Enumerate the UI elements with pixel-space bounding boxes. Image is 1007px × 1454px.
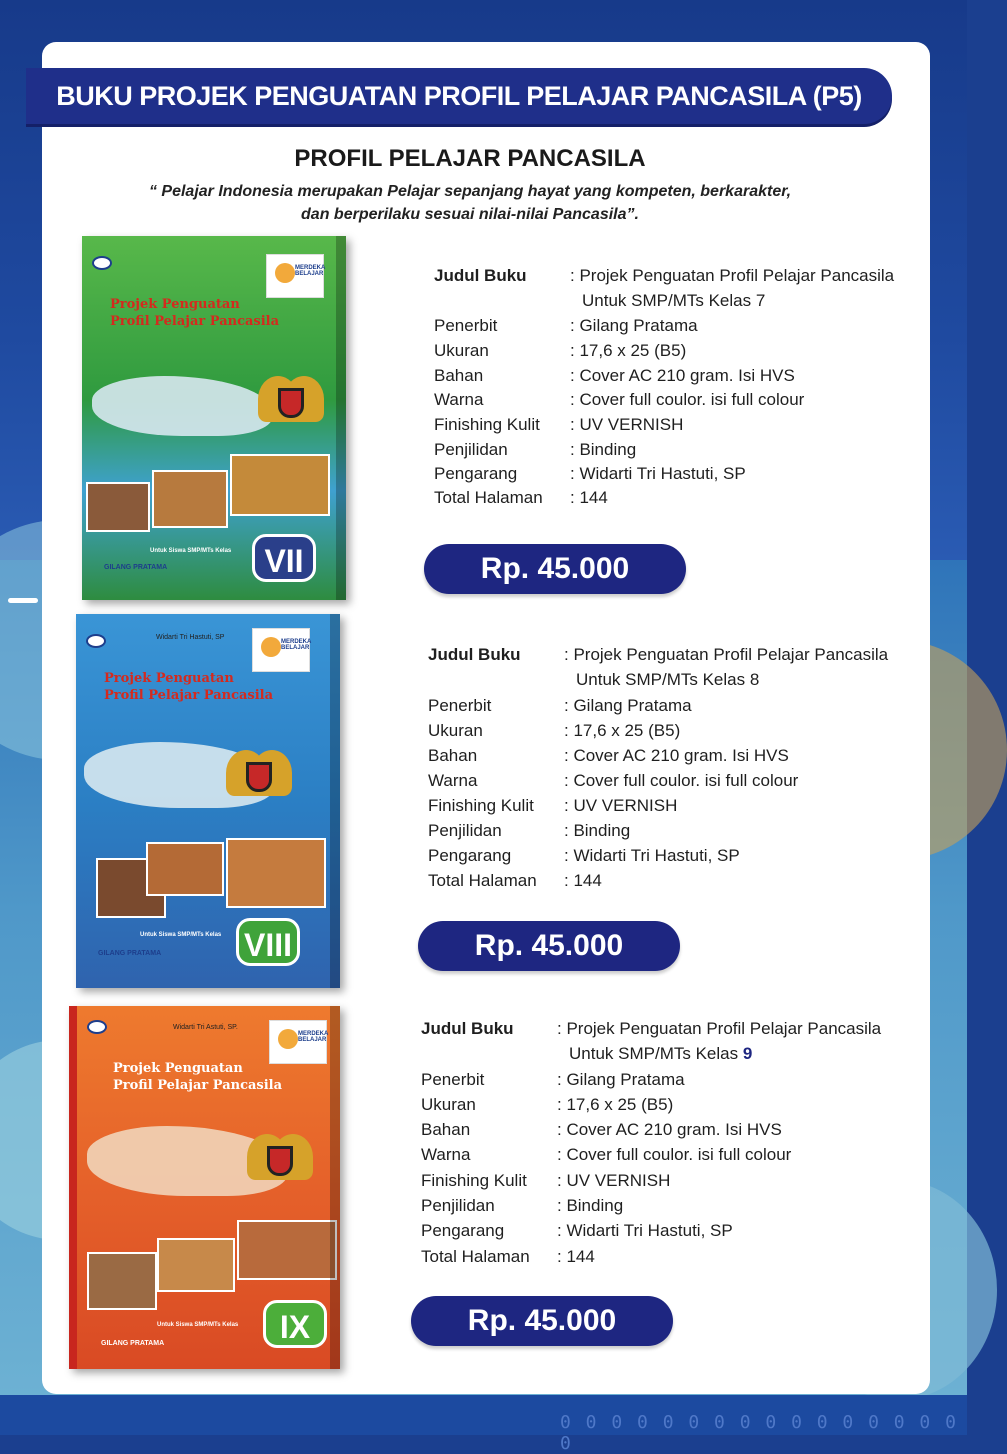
value-bahan: : Cover AC 210 gram. Isi HVS	[570, 366, 795, 385]
value-penerbit: : Gilang Pratama	[570, 316, 698, 335]
cover-publisher: GILANG PRATAMA	[101, 1340, 165, 1347]
label-pengarang: Pengarang	[428, 846, 512, 865]
value-ukuran: : 17,6 x 25 (B5)	[564, 721, 681, 740]
value-total: : 144	[557, 1247, 595, 1266]
label-penerbit: Penerbit	[428, 696, 492, 715]
label-warna: Warna	[428, 771, 478, 790]
header-banner	[26, 68, 892, 124]
label-total: Total Halaman	[434, 488, 543, 507]
sun-icon	[275, 263, 295, 283]
value-total: : 144	[564, 871, 602, 890]
value-ukuran: : 17,6 x 25 (B5)	[557, 1095, 674, 1114]
label-total: Total Halaman	[421, 1247, 530, 1266]
label-penjilidan: Penjilidan	[428, 821, 502, 840]
cover-photo	[157, 1238, 235, 1292]
label-warna: Warna	[421, 1145, 471, 1164]
sun-icon	[278, 1029, 298, 1049]
value-penjilidan: : Binding	[564, 821, 631, 840]
quote-line-1: “ Pelajar Indonesia merupakan Pelajar sepanjang hayat yang kompeten, berkarakter,	[148, 183, 792, 200]
price-tag-kelas-7: Rp. 45.000	[424, 544, 686, 594]
value-judul-line-2-number: 9	[742, 1044, 753, 1063]
book-details-kelas-9	[421, 1019, 901, 1269]
garuda-emblem-icon	[226, 740, 292, 810]
value-judul-line-1: : Projek Penguatan Profil Pelajar Pancasila	[564, 645, 889, 664]
decor-dots: 0 0 0 0 0 0 0 0 0 0 0 0 0 0 0 0 0	[560, 1412, 958, 1454]
merdeka-belajar-text: MERDEKA BELAJAR	[295, 265, 326, 277]
book-cover-kelas-9	[69, 1006, 340, 1369]
indonesia-map	[92, 376, 272, 436]
page-subtitle: PROFIL PELAJAR PANCASILA	[294, 145, 646, 172]
cover-photo	[226, 838, 326, 908]
merdeka-belajar-text: MERDEKA BELAJAR	[298, 1031, 329, 1043]
label-penjilidan: Penjilidan	[421, 1196, 495, 1215]
cover-title-line-2: Profil Pelajar Pancasila	[104, 688, 274, 703]
cover-grade-badge: VII	[252, 534, 316, 582]
label-judul: Judul Buku	[434, 266, 527, 285]
book-cover-kelas-7	[82, 236, 346, 600]
value-penjilidan: : Binding	[557, 1196, 624, 1215]
banner-title: BUKU PROJEK PENGUATAN PROFIL PELAJAR PANCASILA (P5)	[56, 81, 862, 111]
value-finishing: : UV VERNISH	[564, 796, 678, 815]
cover-author: Widarti Tri Astuti, SP.	[173, 1024, 238, 1031]
cover-kelas-text: Untuk Siswa SMP/MTs Kelas	[140, 932, 222, 938]
label-judul: Judul Buku	[421, 1019, 514, 1038]
value-pengarang: : Widarti Tri Hastuti, SP	[564, 846, 740, 865]
value-warna: : Cover full coulor. isi full colour	[564, 771, 799, 790]
cover-grade-badge: IX	[263, 1300, 327, 1348]
label-total: Total Halaman	[428, 871, 537, 890]
cover-author: Widarti Tri Hastuti, SP	[156, 634, 225, 641]
value-pengarang: : Widarti Tri Hastuti, SP	[570, 464, 746, 483]
label-finishing: Finishing Kulit	[421, 1171, 527, 1190]
publisher-logo-icon	[87, 1020, 107, 1034]
label-pengarang: Pengarang	[421, 1221, 505, 1240]
value-total: : 144	[570, 488, 608, 507]
value-penjilidan: : Binding	[570, 440, 637, 459]
cover-title-line-2: Profil Pelajar Pancasila	[113, 1078, 283, 1093]
quote-line-2: dan berperilaku sesuai nilai-nilai Pancasila”.	[301, 206, 639, 223]
book-details-kelas-8	[428, 645, 908, 895]
value-bahan: : Cover AC 210 gram. Isi HVS	[557, 1120, 782, 1139]
cover-photo	[87, 1252, 157, 1310]
label-judul: Judul Buku	[428, 645, 521, 664]
value-warna: : Cover full coulor. isi full colour	[557, 1145, 792, 1164]
cover-kelas-text: Untuk Siswa SMP/MTs Kelas	[150, 548, 232, 554]
cover-photo	[146, 842, 224, 896]
value-finishing: : UV VERNISH	[570, 415, 684, 434]
value-bahan: : Cover AC 210 gram. Isi HVS	[564, 746, 789, 765]
cover-publisher: GILANG PRATAMA	[104, 564, 168, 571]
merdeka-belajar-logo	[269, 1020, 327, 1064]
label-penerbit: Penerbit	[434, 316, 498, 335]
value-judul-line-1: : Projek Penguatan Profil Pelajar Pancasila	[570, 266, 895, 285]
cover-publisher: GILANG PRATAMA	[98, 950, 162, 957]
label-bahan: Bahan	[421, 1120, 471, 1139]
label-finishing: Finishing Kulit	[434, 415, 540, 434]
publisher-logo-icon	[92, 256, 112, 270]
garuda-emblem-icon	[258, 366, 324, 436]
cover-grade-badge: VIII	[236, 918, 300, 966]
book-details-kelas-7	[434, 266, 914, 516]
value-judul-line-2: Untuk SMP/MTs Kelas 8	[576, 670, 760, 689]
value-judul-line-1: : Projek Penguatan Profil Pelajar Pancasila	[557, 1019, 882, 1038]
cover-title	[104, 670, 273, 704]
value-penerbit: : Gilang Pratama	[557, 1070, 685, 1089]
cover-photo	[86, 482, 150, 532]
value-penerbit: : Gilang Pratama	[564, 696, 692, 715]
value-ukuran: : 17,6 x 25 (B5)	[570, 341, 687, 360]
label-ukuran: Ukuran	[434, 341, 489, 360]
merdeka-belajar-text: MERDEKA BELAJAR	[281, 639, 312, 651]
label-bahan: Bahan	[428, 746, 478, 765]
value-judul-line-2-prefix: Untuk SMP/MTs Kelas	[569, 1044, 743, 1063]
cover-title	[113, 1060, 282, 1094]
label-ukuran: Ukuran	[421, 1095, 476, 1114]
garuda-emblem-icon	[247, 1124, 313, 1194]
value-finishing: : UV VERNISH	[557, 1171, 671, 1190]
value-pengarang: : Widarti Tri Hastuti, SP	[557, 1221, 733, 1240]
cover-kelas-text: Untuk Siswa SMP/MTs Kelas	[157, 1322, 239, 1328]
label-warna: Warna	[434, 390, 484, 409]
label-bahan: Bahan	[434, 366, 484, 385]
label-pengarang: Pengarang	[434, 464, 518, 483]
book-cover-kelas-8	[76, 614, 340, 988]
label-penjilidan: Penjilidan	[434, 440, 508, 459]
value-warna: : Cover full coulor. isi full colour	[570, 390, 805, 409]
cover-title-line-2: Profil Pelajar Pancasila	[110, 314, 280, 329]
label-penerbit: Penerbit	[421, 1070, 485, 1089]
price-tag-kelas-9: Rp. 45.000	[411, 1296, 673, 1346]
cover-title-line-1: Projek Penguatan	[113, 1061, 243, 1076]
cover-photo	[230, 454, 330, 516]
cover-title-line-1: Projek Penguatan	[104, 671, 234, 686]
label-finishing: Finishing Kulit	[428, 796, 534, 815]
cover-title	[110, 296, 279, 330]
cover-photo	[237, 1220, 337, 1280]
label-ukuran: Ukuran	[428, 721, 483, 740]
sun-icon	[261, 637, 281, 657]
cover-photo	[152, 470, 228, 528]
quote	[130, 180, 810, 226]
merdeka-belajar-logo	[266, 254, 324, 298]
merdeka-belajar-logo	[252, 628, 310, 672]
value-judul-line-2: Untuk SMP/MTs Kelas 7	[582, 291, 766, 310]
cover-title-line-1: Projek Penguatan	[110, 297, 240, 312]
publisher-logo-icon	[86, 634, 106, 648]
value-judul-line-2	[569, 1044, 752, 1064]
price-tag-kelas-8: Rp. 45.000	[418, 921, 680, 971]
decor-dash	[8, 598, 38, 603]
